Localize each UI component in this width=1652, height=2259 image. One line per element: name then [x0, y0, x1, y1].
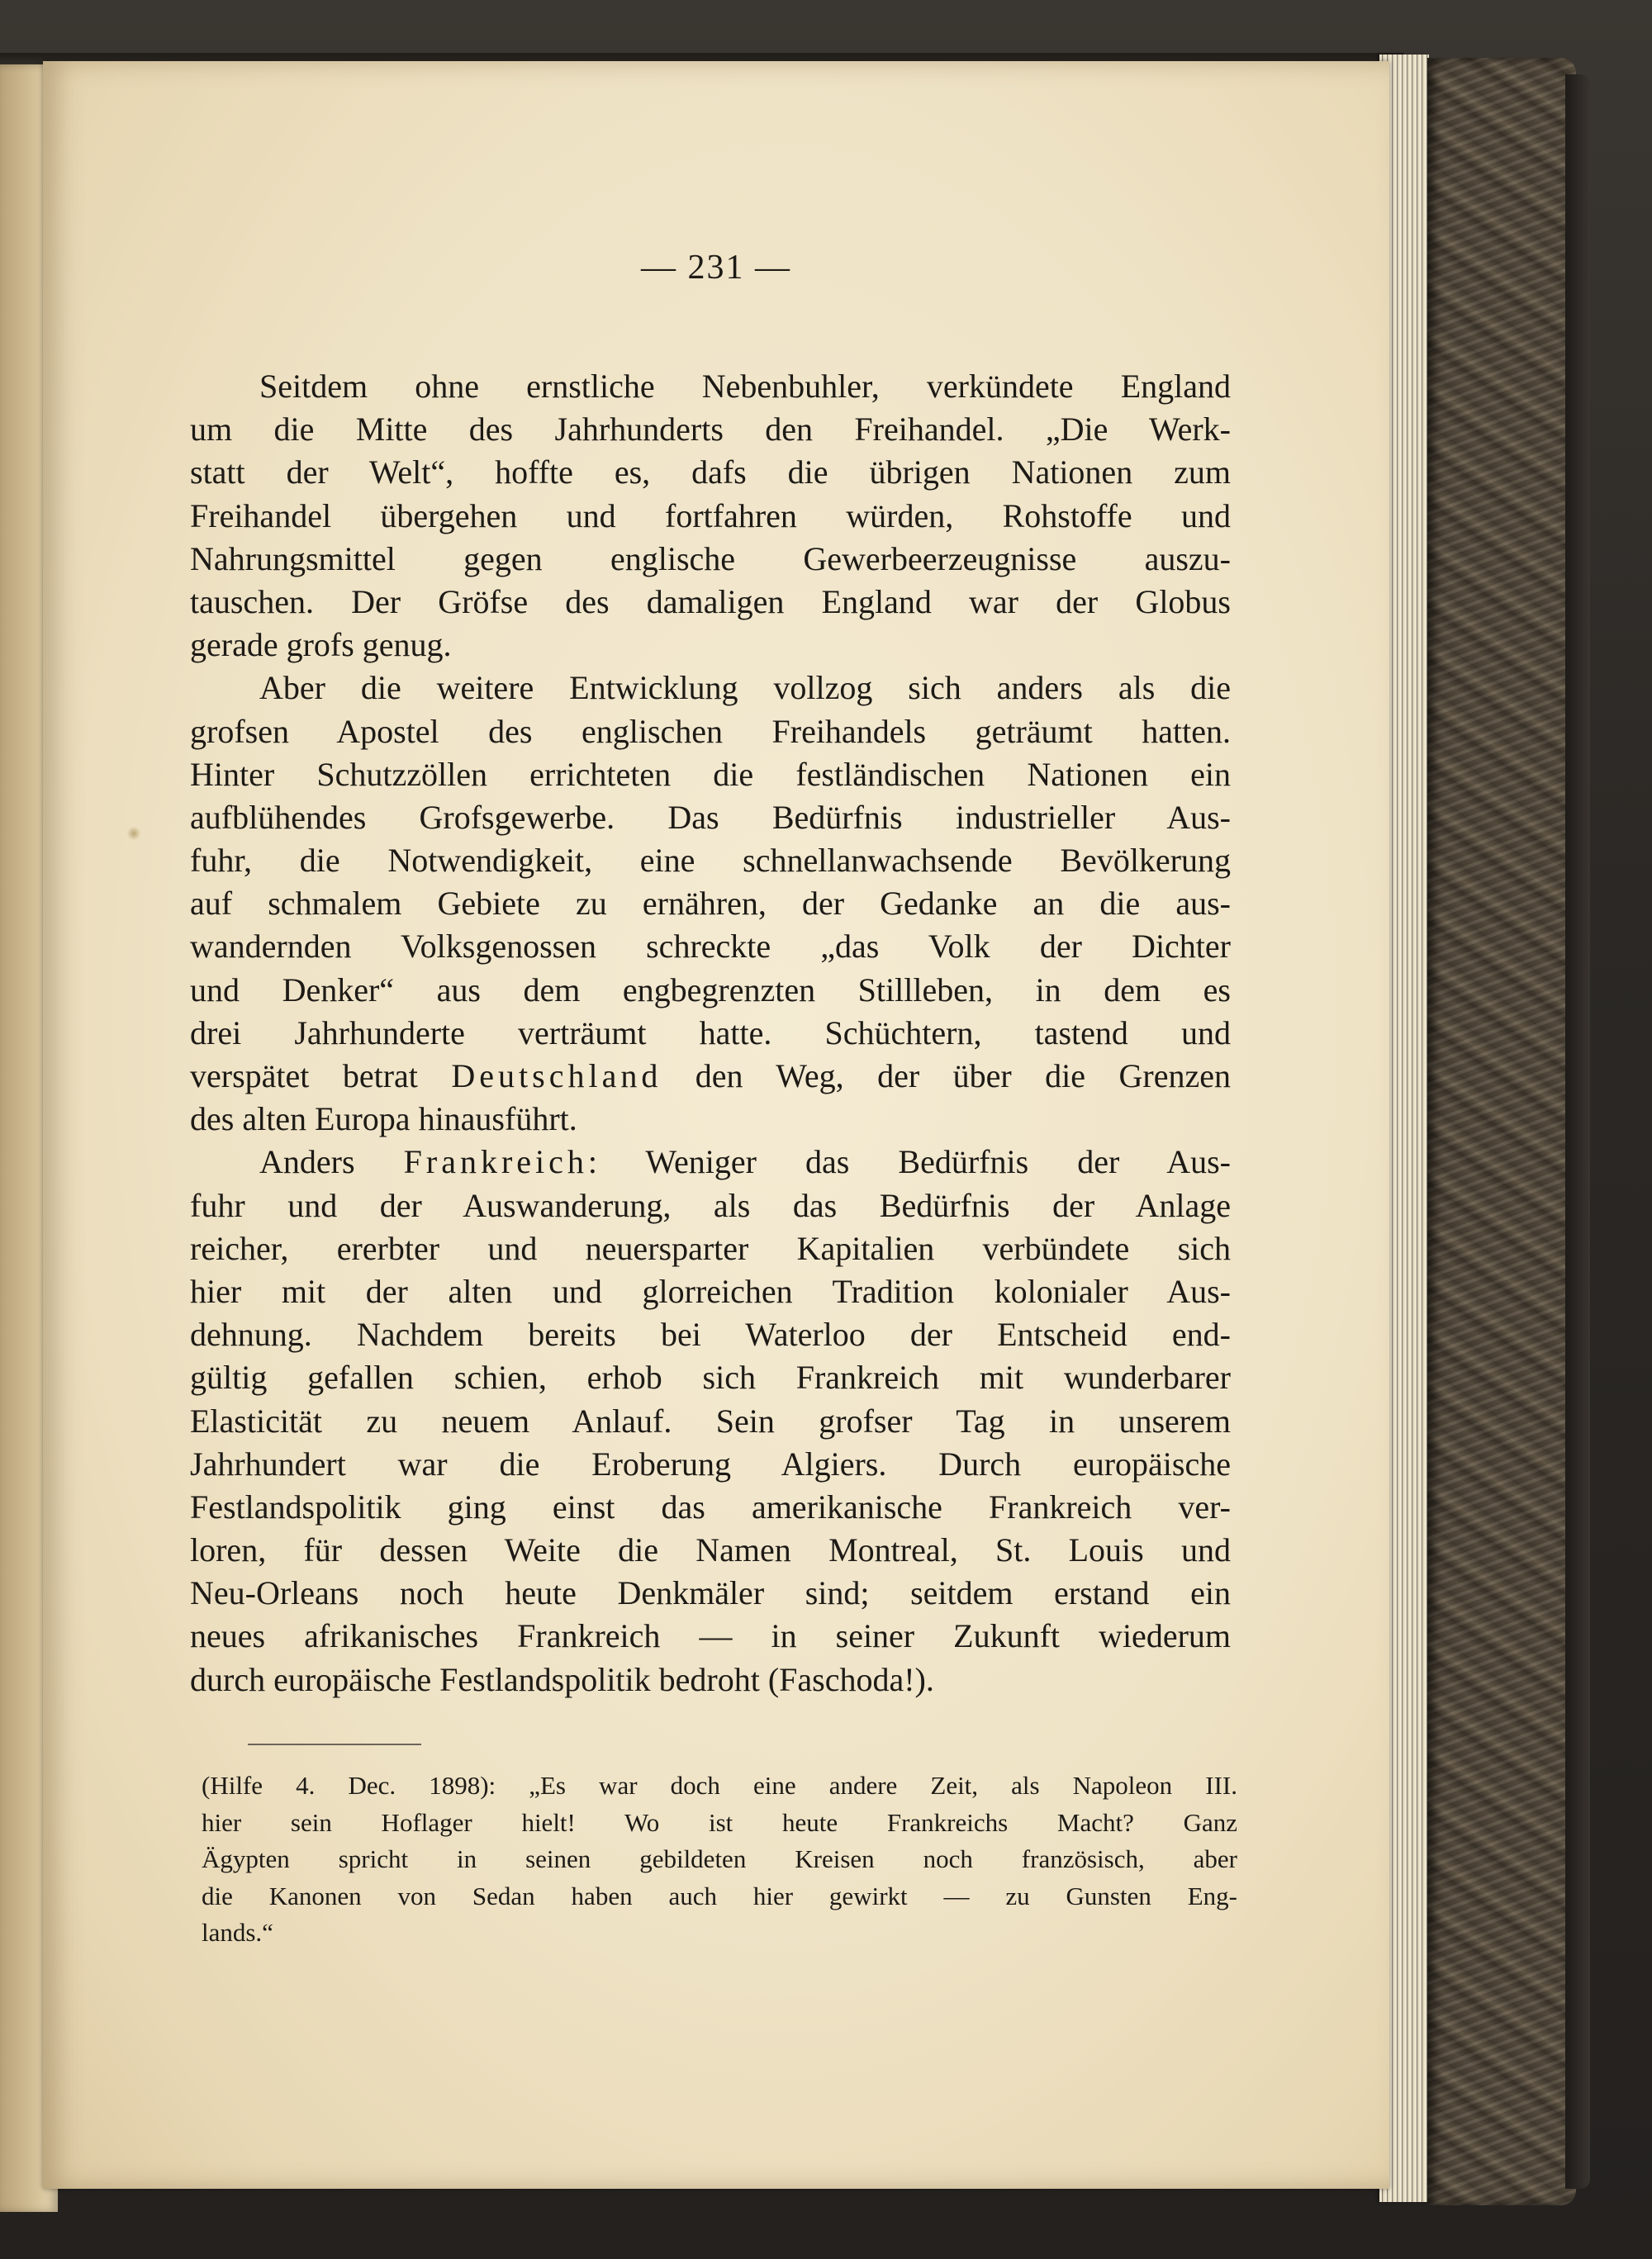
emphasized-word: Frankreich — [403, 1143, 588, 1181]
text-segment: den Weg, der über die Grenzen — [662, 1057, 1231, 1094]
text-line: Festlandspolitik ging einst das amerikanische Frankreich ver- — [190, 1488, 1231, 1526]
text-line: Seitdem ohne ernstliche Nebenbuhler, verkündete England — [259, 368, 1231, 405]
page-number: — 231 — — [641, 249, 791, 287]
text-line: und Denker“ aus dem engbegrenzten Stillleben, in dem es — [190, 971, 1231, 1008]
footnote-separator — [248, 1744, 421, 1745]
text-line: Freihandel übergehen und fortfahren würden, Rohstoffe und — [190, 496, 1231, 534]
footnote-line: hier sein Hoflager hielt! Wo ist heute Frankreichs Macht? Ganz — [202, 1807, 1237, 1837]
footnote-line: (Hilfe 4. Dec. 1898): „Es war doch eine andere Zeit, als Napoleon III. — [202, 1771, 1237, 1800]
text-segment: : Weniger das Bedürfnis der Aus- — [587, 1143, 1231, 1181]
footnote-line: lands.“ — [202, 1918, 273, 1947]
text-line: drei Jahrhunderte verträumt hatte. Schüchtern, tastend und — [190, 1013, 1231, 1051]
text-line: aufblühendes Grofsgewerbe. Das Bedürfnis industrieller Aus- — [190, 798, 1231, 836]
text-line: Neu-Orleans noch heute Denkmäler sind; seitdem erstand ein — [190, 1574, 1231, 1612]
text-line: hier mit der alten und glorreichen Tradition kolonialer Aus- — [190, 1272, 1231, 1310]
text-line: des alten Europa hinausführt. — [190, 1100, 577, 1138]
footnote — [202, 1768, 1237, 1952]
body-text — [190, 365, 1231, 1701]
footnote-line: Ägypten spricht in seinen gebildeten Kreisen noch französisch, aber — [202, 1844, 1237, 1873]
text-line: loren, für dessen Weite die Namen Montreal, St. Louis und — [190, 1531, 1231, 1569]
text-line: fuhr, die Notwendigkeit, eine schnellanwachsende Bevölkerung — [190, 842, 1231, 880]
text-line: durch europäische Festlandspolitik bedroht (Faschoda!). — [190, 1660, 934, 1698]
text-line: gültig gefallen schien, erhob sich Frankreich mit wunderbarer — [190, 1359, 1231, 1397]
text-line: statt der Welt“, hoffte es, dafs die übrigen Nationen zum — [190, 453, 1231, 491]
text-line: Hinter Schutzzöllen errichteten die festländischen Nationen ein — [190, 755, 1231, 793]
text-line-frankreich — [190, 1141, 1231, 1184]
text-line: Aber die weitere Entwicklung vollzog sich anders als die — [259, 669, 1231, 707]
text-line: tauschen. Der Gröfse des damaligen England war der Globus — [190, 582, 1231, 620]
text-line: um die Mitte des Jahrhunderts den Freihandel. „Die Werk- — [190, 411, 1231, 448]
emphasized-word: Deutschland — [451, 1057, 662, 1094]
text-line-deutschland — [190, 1055, 1231, 1098]
text-segment: Anders — [259, 1143, 404, 1181]
text-line: gerade grofs genug. — [190, 626, 452, 664]
text-line: Elasticität zu neuem Anlauf. Sein grofser Tag in unserem — [190, 1402, 1231, 1440]
paper-stain — [127, 826, 140, 841]
text-line: wandernden Volksgenossen schreckte „das Volk der Dichter — [190, 928, 1231, 966]
text-segment: verspätet betrat — [190, 1057, 452, 1094]
text-line: dehnung. Nachdem bereits bei Waterloo der Entscheid end- — [190, 1316, 1231, 1354]
text-line: neues afrikanisches Frankreich — in seiner Zukunft wiederum — [190, 1617, 1231, 1655]
cover-edge — [1565, 74, 1590, 2189]
marbled-cover — [1427, 58, 1576, 2205]
book-page — [43, 61, 1389, 2189]
text-line: grofsen Apostel des englischen Freihandels geträumt hatten. — [190, 712, 1231, 750]
text-line: fuhr und der Auswanderung, als das Bedürfnis der Anlage — [190, 1186, 1231, 1224]
footnote-line: die Kanonen von Sedan haben auch hier gewirkt — zu Gunsten Eng- — [202, 1881, 1237, 1910]
text-line: reicher, ererbter und neuersparter Kapitalien verbündete sich — [190, 1229, 1231, 1267]
text-line: Jahrhundert war die Eroberung Algiers. Durch europäische — [190, 1445, 1231, 1483]
text-line: auf schmalem Gebiete zu ernähren, der Gedanke an die aus- — [190, 885, 1231, 923]
text-line: Nahrungsmittel gegen englische Gewerbeerzeugnisse auszu- — [190, 539, 1231, 577]
